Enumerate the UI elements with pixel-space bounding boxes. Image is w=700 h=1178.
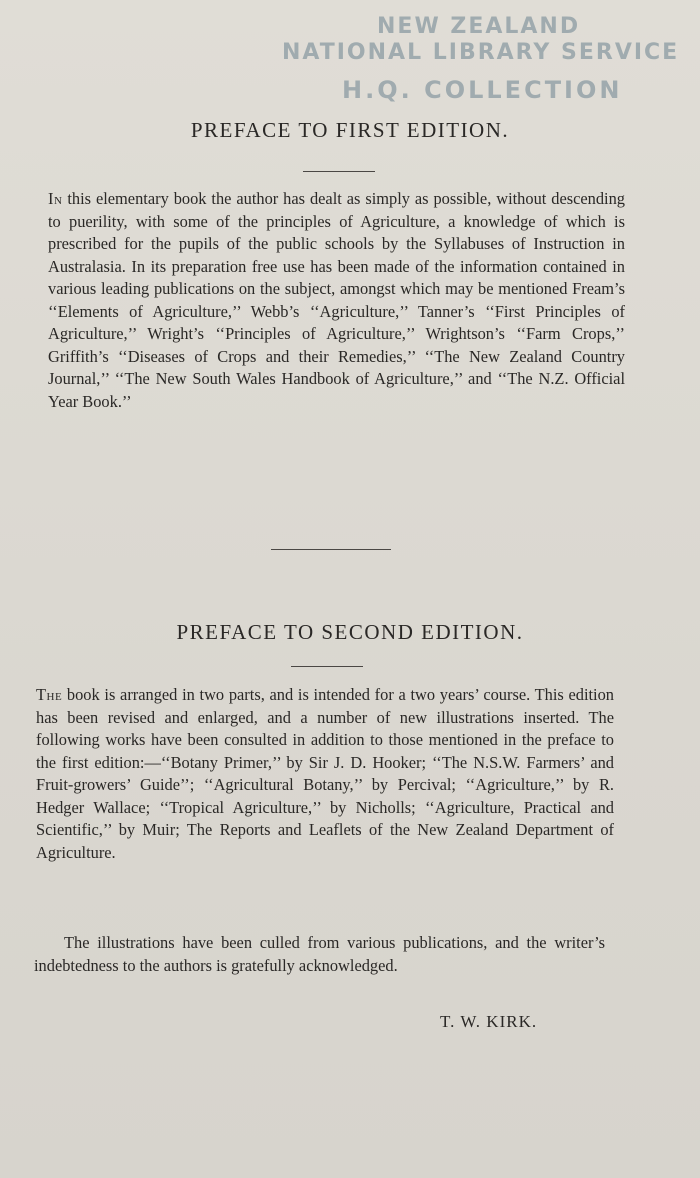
preface-second-initial-word: The — [36, 685, 63, 704]
preface-first-title: PREFACE TO FIRST EDITION. — [190, 118, 510, 142]
preface-first-text: this elementary book the author has dealt as simply as possible, without descending to puerility, with some of the principles of Agriculture, a knowledge of which is prescribed for the pupils of the public schools by the Syllabuses of Instruction in Australasia. In its preparation free use has been made of the information contained in various leading publications on the subject, amongst which may be mentioned Fream’s ‘‘Elements of Agriculture,’’ Webb’s ‘‘Agriculture,’’ Tanner’s ‘‘First Principles of Agriculture,’’ Wright’s ‘‘Principles of Agriculture,’’ Wrightson’s ‘‘Farm Crops,’’ Griffith’s ‘‘Diseases of Crops and their Remedies,’’ ‘‘The New Zealand Country Journal,’’ ‘‘The New South Wales Handbook of Agriculture,’’ and ‘‘The N.Z. Official Year Book.’’ — [48, 189, 625, 411]
preface-second-title: PREFACE TO SECOND EDITION. — [176, 620, 524, 644]
stamp-line-2: NATIONAL LIBRARY SERVICE — [282, 40, 680, 65]
stamp-line-3: H.Q. COLLECTION — [342, 76, 623, 104]
title-rule-2 — [291, 666, 363, 667]
section-divider — [271, 549, 391, 550]
author-signature: T. W. KIRK. — [440, 1012, 538, 1031]
preface-second-acknowledgement: The illustrations have been culled from various publications, and the writer’s indebtedness to the authors is gratefully acknowledged. — [34, 933, 605, 975]
preface-second-text: book is arranged in two parts, and is intended for a two years’ course. This edition has been revised and enlarged, and a number of new illustrations inserted. The following works have been consulted in addition to those mentioned in the preface to the first edition:—‘‘Botany Primer,’’ by Sir J. D. Hooker; ‘‘The N.S.W. Farmers’ and Fruit-growers’ Guide’’; ‘‘Agricultural Botany,’’ by Percival; ‘‘Agriculture,’’ by R. Hedger Wallace; ‘‘Tropical Agriculture,’’ by Nicholls; ‘‘Agriculture, Practical and Scientific,’’ by Muir; The Reports and Leaflets of the New Zealand Department of Agriculture. — [36, 685, 614, 862]
title-rule-1 — [303, 171, 375, 172]
preface-first-body — [48, 188, 625, 413]
preface-first-initial-word: In — [48, 189, 63, 208]
stamp-line-1: NEW ZEALAND — [377, 14, 581, 39]
preface-second-body — [36, 684, 614, 864]
